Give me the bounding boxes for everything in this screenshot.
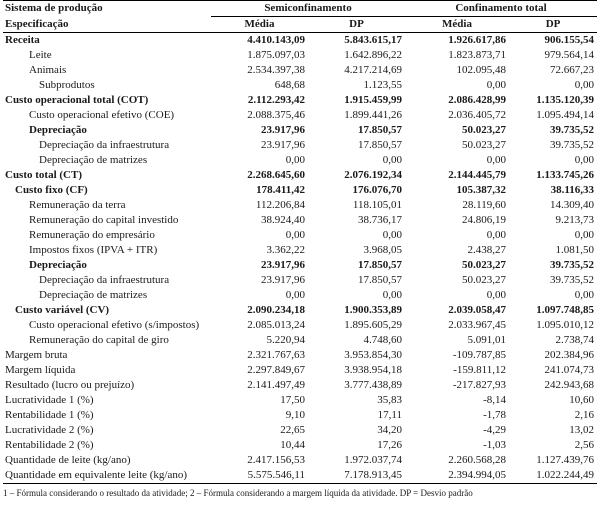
row-label: Resultado (lucro ou prejuízo) <box>5 379 135 391</box>
row-value: 23.917,96 <box>261 274 305 286</box>
row-value: 105.387,32 <box>456 184 507 196</box>
row-value: 3.362,22 <box>266 244 305 256</box>
row-value: 0,00 <box>382 229 403 241</box>
conf-media-header: Média <box>405 17 509 33</box>
table-row <box>3 273 597 288</box>
table-row <box>3 123 597 138</box>
row-value: 23.917,96 <box>261 124 305 136</box>
row-value: 2.036.405,72 <box>448 109 507 121</box>
row-value: 50.023,27 <box>462 274 507 286</box>
row-value: 112.206,84 <box>255 199 305 211</box>
row-label: Margem líquida <box>5 364 76 376</box>
row-value: 17,11 <box>377 409 403 421</box>
row-value: -4,29 <box>483 424 507 436</box>
semi-media-header: Média <box>211 17 308 33</box>
row-value: 2.297.849,67 <box>247 364 305 376</box>
table-row <box>3 78 597 93</box>
row-label: Remuneração do capital de giro <box>29 334 169 346</box>
row-value: 13,02 <box>569 424 595 436</box>
table-row <box>3 198 597 213</box>
row-label: Custo operacional total (COT) <box>5 94 149 106</box>
row-label: Depreciação da infraestrutura <box>39 139 170 151</box>
row-label: Custo operacional efetivo (s/impostos) <box>29 319 200 331</box>
row-label: Lucratividade 1 (%) <box>5 394 94 406</box>
row-value: 1.022.244,49 <box>509 468 597 484</box>
row-value: 1.097.748,85 <box>536 304 595 316</box>
row-value: 1.823.873,71 <box>448 49 507 61</box>
table-row <box>3 168 597 183</box>
row-value: 1.127.439,76 <box>536 454 595 466</box>
row-value: 4.410.143,09 <box>247 34 305 46</box>
row-value: 17.850,57 <box>358 259 403 271</box>
row-value: 242.943,68 <box>544 379 595 391</box>
row-value: 2,56 <box>574 439 595 451</box>
row-value: -8,14 <box>483 394 507 406</box>
row-value: 0,00 <box>574 229 595 241</box>
row-label: Depreciação de matrizes <box>39 289 148 301</box>
row-value: 23.917,96 <box>261 259 305 271</box>
row-value: 2.085.013,24 <box>247 319 305 331</box>
row-value: 2.268.645,60 <box>247 169 305 181</box>
row-value: 1.135.120,39 <box>536 94 595 106</box>
row-label: Custo fixo (CF) <box>15 184 88 196</box>
table-row <box>3 243 597 258</box>
row-label: Remuneração da terra <box>29 199 126 211</box>
table-row <box>3 93 597 108</box>
row-label: Depreciação de matrizes <box>39 154 148 166</box>
row-value: 34,20 <box>377 424 403 436</box>
row-value: 50.023,27 <box>462 139 507 151</box>
row-value: 1.095.494,14 <box>536 109 595 121</box>
row-value: 0,00 <box>486 79 507 91</box>
table-row <box>3 303 597 318</box>
row-value: 5.843.615,17 <box>344 34 403 46</box>
row-label: Lucratividade 2 (%) <box>5 424 94 436</box>
row-value: 1.900.353,89 <box>344 304 403 316</box>
row-value: 35,83 <box>377 394 403 406</box>
row-value: 1.915.459,99 <box>344 94 403 106</box>
row-value: 176.076,70 <box>352 184 403 196</box>
row-value: 1.123,55 <box>363 79 403 91</box>
row-value: 2.086.428,99 <box>448 94 507 106</box>
row-value: 102.095,48 <box>456 64 507 76</box>
row-value: 2.112.293,42 <box>247 94 305 106</box>
row-value: 39.735,52 <box>550 124 595 136</box>
row-value: 10,44 <box>280 439 305 451</box>
row-value: 28.119,60 <box>462 199 507 211</box>
row-value: 5.220,94 <box>266 334 305 346</box>
table-row <box>3 468 597 484</box>
row-label: Impostos fixos (IPVA + ITR) <box>29 244 158 256</box>
row-value: 0,00 <box>285 229 305 241</box>
row-value: 1.875.097,03 <box>247 49 305 61</box>
table-row <box>3 423 597 438</box>
row-value: 0,00 <box>382 289 403 301</box>
table-row <box>3 48 597 63</box>
row-value: 0,00 <box>382 154 403 166</box>
row-value: 0,00 <box>486 154 507 166</box>
row-value: -1,03 <box>483 439 507 451</box>
row-value: 7.178.913,45 <box>308 468 405 484</box>
table-row <box>3 108 597 123</box>
row-value: 24.806,19 <box>462 214 507 226</box>
row-value: 17.850,57 <box>358 274 403 286</box>
row-value: 979.564,14 <box>544 49 595 61</box>
table-row <box>3 438 597 453</box>
row-value: 3.953.854,30 <box>344 349 403 361</box>
row-label: Animais <box>29 64 67 76</box>
row-label: Custo operacional efetivo (COE) <box>29 109 175 121</box>
row-value: 50.023,27 <box>462 259 507 271</box>
row-value: 118.105,01 <box>352 199 403 211</box>
row-label: Leite <box>29 49 52 61</box>
row-value: 1.899.441,26 <box>344 109 403 121</box>
table-row <box>3 213 597 228</box>
conf-dp-header: DP <box>509 17 597 33</box>
row-label: Depreciação <box>29 259 87 271</box>
row-value: 2.394.994,05 <box>405 468 509 484</box>
row-value: 14.309,40 <box>550 199 595 211</box>
row-value: 178.411,42 <box>256 184 305 196</box>
row-value: 17,50 <box>280 394 305 406</box>
row-label: Custo variável (CV) <box>15 304 110 316</box>
row-value: -109.787,85 <box>452 349 507 361</box>
table-row <box>3 228 597 243</box>
table-row <box>3 393 597 408</box>
row-value: 1.133.745,26 <box>536 169 595 181</box>
row-label: Remuneração do capital investido <box>29 214 179 226</box>
row-value: 17,26 <box>377 439 403 451</box>
row-value: 0,00 <box>574 154 595 166</box>
semi-dp-header: DP <box>308 17 405 33</box>
row-value: 22,65 <box>280 424 305 436</box>
row-label: Remuneração do empresário <box>29 229 155 241</box>
row-label: Depreciação da infraestrutura <box>39 274 170 286</box>
row-value: 1.095.010,12 <box>536 319 595 331</box>
row-value: 9.213,73 <box>555 214 595 226</box>
row-value: 38.924,40 <box>261 214 305 226</box>
row-value: 1.895.605,29 <box>344 319 403 331</box>
table-row <box>3 33 597 49</box>
row-value: 50.023,27 <box>462 124 507 136</box>
row-value: 3.938.954,18 <box>344 364 403 376</box>
row-value: 38.116,33 <box>550 184 595 196</box>
row-value: 17.850,57 <box>358 139 403 151</box>
row-value: 9,10 <box>285 409 305 421</box>
row-value: 2.438,27 <box>467 244 507 256</box>
row-value: 2.534.397,38 <box>247 64 305 76</box>
table-row <box>3 363 597 378</box>
row-value: 2.033.967,45 <box>448 319 507 331</box>
table-body <box>3 33 597 484</box>
row-value: 1.081,50 <box>555 244 595 256</box>
table-row <box>3 138 597 153</box>
row-value: 0,00 <box>285 154 305 166</box>
row-value: 2.417.156,53 <box>247 454 305 466</box>
row-value: 1.642.896,22 <box>344 49 403 61</box>
conf-header: Confinamento total <box>405 1 597 17</box>
row-value: 241.074,73 <box>544 364 595 376</box>
row-value: 202.384,96 <box>544 349 595 361</box>
row-value: 23.917,96 <box>261 139 305 151</box>
row-value: 2.738,74 <box>555 334 595 346</box>
header-row-spec <box>3 17 597 33</box>
row-value: 2.321.767,63 <box>247 349 305 361</box>
row-value: 72.667,23 <box>550 64 595 76</box>
row-value: 2.260.568,28 <box>448 454 507 466</box>
row-value: 1.972.037,74 <box>344 454 403 466</box>
header-row-system <box>3 1 597 17</box>
table-row <box>3 153 597 168</box>
results-table-container <box>3 0 597 499</box>
table-row <box>3 63 597 78</box>
row-value: 0,00 <box>574 79 595 91</box>
row-value: 1.926.617,86 <box>448 34 507 46</box>
row-label: Rentabilidade 1 (%) <box>5 409 94 421</box>
row-value: 0,00 <box>486 289 507 301</box>
row-value: 2.144.445,79 <box>448 169 507 181</box>
row-value: 0,00 <box>285 289 305 301</box>
table-row <box>3 453 597 468</box>
footnote: 1 – Fórmula considerando o resultado da atividade; 2 – Fórmula considerando a margem líquida da atividade. DP = Desvio padrão <box>3 488 473 498</box>
semi-header: Semiconfinamento <box>211 1 405 17</box>
row-value: 3.777.438,89 <box>344 379 403 391</box>
row-label: Quantidade de leite (kg/ano) <box>5 454 131 466</box>
row-value: 10,60 <box>569 394 595 406</box>
row-label: Receita <box>5 34 40 46</box>
table-row <box>3 288 597 303</box>
row-value: -159.811,12 <box>453 364 507 376</box>
row-label: Depreciação <box>29 124 87 136</box>
spec-header: Especificação <box>3 17 211 33</box>
row-value: 0,00 <box>574 289 595 301</box>
table-row <box>3 333 597 348</box>
production-cost-table <box>3 0 597 484</box>
row-value: 2.039.058,47 <box>448 304 507 316</box>
table-row <box>3 258 597 273</box>
table-row <box>3 348 597 363</box>
row-value: 38.736,17 <box>358 214 403 226</box>
row-label: Custo total (CT) <box>5 169 82 181</box>
row-label: Subprodutos <box>39 79 95 91</box>
row-value: 2,16 <box>574 409 595 421</box>
row-value: 648,68 <box>274 79 305 91</box>
row-label: Quantidade em equivalente leite (kg/ano) <box>3 468 211 484</box>
row-value: 3.968,05 <box>363 244 403 256</box>
row-value: 17.850,57 <box>358 124 403 136</box>
row-value: 2.088.375,46 <box>247 109 305 121</box>
row-label: Rentabilidade 2 (%) <box>5 439 94 451</box>
row-value: -1,78 <box>483 409 507 421</box>
row-value: 39.735,52 <box>550 259 595 271</box>
row-value: 4.217.214,69 <box>344 64 403 76</box>
table-row <box>3 183 597 198</box>
row-value: -217.827,93 <box>452 379 507 391</box>
row-value: 5.575.546,11 <box>211 468 308 484</box>
row-value: 5.091,01 <box>467 334 507 346</box>
table-row <box>3 378 597 393</box>
row-value: 2.076.192,34 <box>344 169 403 181</box>
table-row <box>3 408 597 423</box>
row-value: 4.748,60 <box>363 334 403 346</box>
row-value: 39.735,52 <box>550 274 595 286</box>
row-value: 2.090.234,18 <box>247 304 305 316</box>
row-value: 39.735,52 <box>550 139 595 151</box>
table-row <box>3 318 597 333</box>
row-value: 2.141.497,49 <box>247 379 305 391</box>
row-value: 0,00 <box>486 229 507 241</box>
system-header: Sistema de produção <box>3 1 211 17</box>
row-label: Margem bruta <box>5 349 68 361</box>
row-value: 906.155,54 <box>544 34 595 46</box>
